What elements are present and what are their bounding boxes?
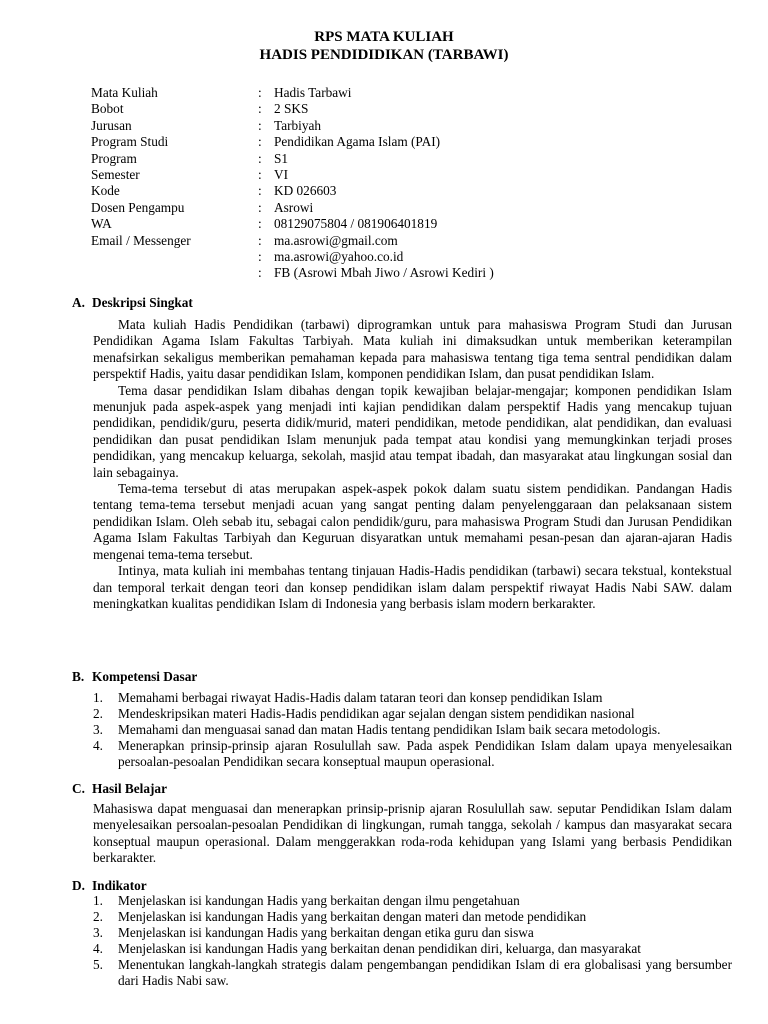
list-item	[93, 957, 732, 989]
info-label: Kode	[91, 183, 120, 199]
list-text: Menjelaskan isi kandungan Hadis yang berkaitan dengan ilmu pengetahuan	[118, 893, 520, 908]
list-text: Menjelaskan isi kandungan Hadis yang berkaitan dengan materi dan metode pendidikan	[118, 909, 587, 925]
info-colon: :	[258, 167, 262, 183]
info-value: ma.asrowi@gmail.com	[274, 232, 398, 248]
info-label: Program Studi	[91, 134, 169, 150]
info-label: Jurusan	[91, 117, 132, 133]
list-item	[93, 738, 732, 770]
info-label: Mata Kuliah	[91, 85, 158, 100]
doc-title-line1: RPS MATA KULIAH	[314, 29, 454, 45]
section-a-body	[93, 317, 732, 612]
info-row	[91, 85, 691, 101]
list-text: Mendeskripsikan materi Hadis-Hadis pendidikan agar sejalan dengan sistem pendidikan nasional	[118, 706, 635, 722]
info-value: FB (Asrowi Mbah Jiwo / Asrowi Kediri )	[274, 265, 494, 281]
info-colon: :	[258, 150, 262, 166]
info-label: Dosen Pengampu	[91, 199, 185, 215]
list-text: Menjelaskan isi kandungan Hadis yang berkaitan denan pendidikan diri, keluarga, dan masyarakat	[118, 941, 641, 957]
section-letter: C.	[72, 781, 85, 796]
section-title: Hasil Belajar	[92, 781, 167, 796]
list-item	[93, 690, 732, 706]
info-colon: :	[258, 183, 262, 199]
list-text: Menentukan langkah-langkah strategis dalam pengembangan pendidikan Islam di era globalisasi yang bersumber dari Hadis Nabi saw.	[118, 957, 732, 989]
info-row	[91, 101, 691, 117]
info-row	[91, 151, 691, 167]
info-value: Pendidikan Agama Islam (PAI)	[274, 134, 441, 150]
info-value: KD 026603	[274, 183, 337, 199]
course-info-table	[91, 85, 691, 282]
section-letter: A.	[72, 295, 85, 310]
info-row	[91, 183, 691, 199]
info-label: Semester	[91, 167, 140, 183]
section-b-heading	[72, 669, 197, 685]
paragraph: Tema-tema tersebut di atas merupakan aspek-aspek pokok dalam suatu sistem pendidikan. Pandangan Hadis tentang tema-tema tersebut menjadi acuan yang sangat penting dalam penyelenggaraan dan pelaksanaan sistem pendidikan Islam. Oleh sebab itu, sebagai calon pendidik/guru, para mahasiswa Program Studi dan Jurusan Pendidikan Agama Islam Fakultas Tarbiyah dan Keguruan disyaratkan untuk memahami pesan-pesan dan ajaran-ajaran Hadis mengenai tema-tema tersebut.	[93, 481, 732, 562]
info-row	[91, 233, 691, 249]
info-value: 08129075804 / 081906401819	[274, 216, 438, 232]
info-label	[91, 265, 258, 281]
indikator-list	[93, 893, 732, 990]
info-label	[91, 249, 258, 265]
list-item	[93, 941, 732, 957]
info-row	[91, 216, 691, 232]
info-label: Email / Messenger	[91, 232, 191, 248]
info-row	[91, 134, 691, 150]
info-value: ma.asrowi@yahoo.co.id	[274, 249, 404, 265]
info-colon: :	[258, 216, 262, 232]
list-number: 4.	[93, 941, 103, 957]
info-colon: :	[258, 117, 262, 133]
info-label: Program	[91, 150, 137, 166]
section-letter: B.	[72, 669, 85, 684]
section-c-body	[93, 801, 732, 867]
info-row	[91, 249, 691, 265]
info-row	[91, 200, 691, 216]
paragraph: Mahasiswa dapat menguasai dan menerapkan prinsip-prisnip ajaran Rosulullah saw. seputar Pendidikan Islam dalam menyelesaikan persoalan-pesoalan Pendidikan di lingkungan, rumah tangga, sekolah / kampus dan masyarakat secara konseptual maupun operasional. Dalam menggerakkan roda-roda kehidupan yang Islami yang berbasis Pendidikan berkarakter.	[93, 801, 732, 866]
section-d-heading	[72, 878, 147, 894]
list-number: 1.	[93, 893, 103, 908]
info-row	[91, 118, 691, 134]
info-value: 2 SKS	[274, 101, 309, 117]
section-letter: D.	[72, 878, 85, 893]
list-text: Memahami berbagai riwayat Hadis-Hadis dalam tataran teori dan konsep pendidikan Islam	[118, 690, 603, 705]
info-value: S1	[274, 150, 289, 166]
list-text: Menerapkan prinsip-prinsip ajaran Rosulullah saw. Pada aspek Pendidikan Islam dalam upaya menyelesaikan persoalan-pesoalan Pendidikan secara konseptual maupun operasional.	[118, 738, 732, 770]
list-item	[93, 909, 732, 925]
info-colon: :	[258, 134, 262, 150]
info-colon: :	[258, 85, 262, 100]
list-item	[93, 893, 732, 909]
info-value: Hadis Tarbawi	[274, 85, 352, 100]
list-text: Menjelaskan isi kandungan Hadis yang berkaitan dengan etika guru dan siswa	[118, 925, 534, 941]
paragraph: Tema dasar pendidikan Islam dibahas dengan topik kewajiban belajar-mengajar; komponen pendidikan Islam menunjuk pada aspek-aspek yang menjadi inti kajian pendidikan dalam perspektif Hadis yang mencakup tujuan pendidikan, pendidik/guru, peserta didik/murid, materi pendidikan, metode pendidikan, alat pendidikan, dan evaluasi pendidikan dan pusat pendidikan Islam menunjuk pada tempat atau kondisi yang memungkinkan terjadi proses pendidikan, yang mencakup keluarga, sekolah, masjid atau tempat ibadah, dan masyarakat atau lingkungan sosial dan lain sebagainya.	[93, 382, 732, 480]
info-row	[91, 265, 691, 281]
list-number: 3.	[93, 925, 103, 941]
list-number: 5.	[93, 957, 103, 973]
list-number: 2.	[93, 909, 103, 925]
info-label: Bobot	[91, 101, 124, 117]
kompetensi-list	[93, 690, 732, 770]
paragraph: Mata kuliah Hadis Pendidikan (tarbawi) diprogramkan untuk para mahasiswa Program Studi dan Jurusan Pendidikan Agama Islam Fakultas Tarbiyah. Mata kuliah ini dimaksudkan untuk memberikan keterampilan menafsirkan sekaligus memberikan pemahaman kepada para mahasiswa tentang tiga tema sentral pendidikan dalam perspektif Hadis, yaitu dasar pendidikan Islam, komponen pendidikan Islam, dan pusat pendidikan Islam.	[93, 317, 732, 382]
section-title: Indikator	[92, 878, 147, 893]
info-value: Tarbiyah	[274, 117, 322, 133]
paragraph: Intinya, mata kuliah ini membahas tentang tinjauan Hadis-Hadis pendidikan (tarbawi) secara tekstual, kontekstual dan temporal terkait dengan teori dan konsep pendidikan islam dalam perspektif riwayat Hadis Nabi SAW. dalam meningkatkan kualitas pendidikan Islam di Indonesia yang berbasis islam modern berkarakter.	[93, 563, 732, 611]
section-c-heading	[72, 781, 167, 797]
list-item	[93, 722, 732, 738]
section-title: Deskripsi Singkat	[92, 295, 193, 310]
info-colon: :	[258, 265, 262, 281]
info-colon: :	[258, 232, 262, 248]
list-number: 2.	[93, 706, 103, 722]
section-a-heading	[72, 295, 193, 311]
info-value: Asrowi	[274, 199, 314, 215]
doc-title-line2: HADIS PENDIDIDIKAN (TARBAWI)	[259, 47, 509, 63]
info-colon: :	[258, 249, 262, 265]
list-number: 3.	[93, 722, 103, 738]
info-value: VI	[274, 167, 289, 183]
list-text: Memahami dan menguasai sanad dan matan Hadis tentang pendidikan Islam baik secara metodologis.	[118, 722, 661, 738]
info-label: WA	[91, 216, 112, 232]
list-number: 4.	[93, 738, 103, 754]
list-number: 1.	[93, 690, 103, 705]
info-colon: :	[258, 199, 262, 215]
list-item	[93, 925, 732, 941]
list-item	[93, 706, 732, 722]
info-colon: :	[258, 101, 262, 117]
section-title: Kompetensi Dasar	[92, 669, 198, 684]
info-row	[91, 167, 691, 183]
